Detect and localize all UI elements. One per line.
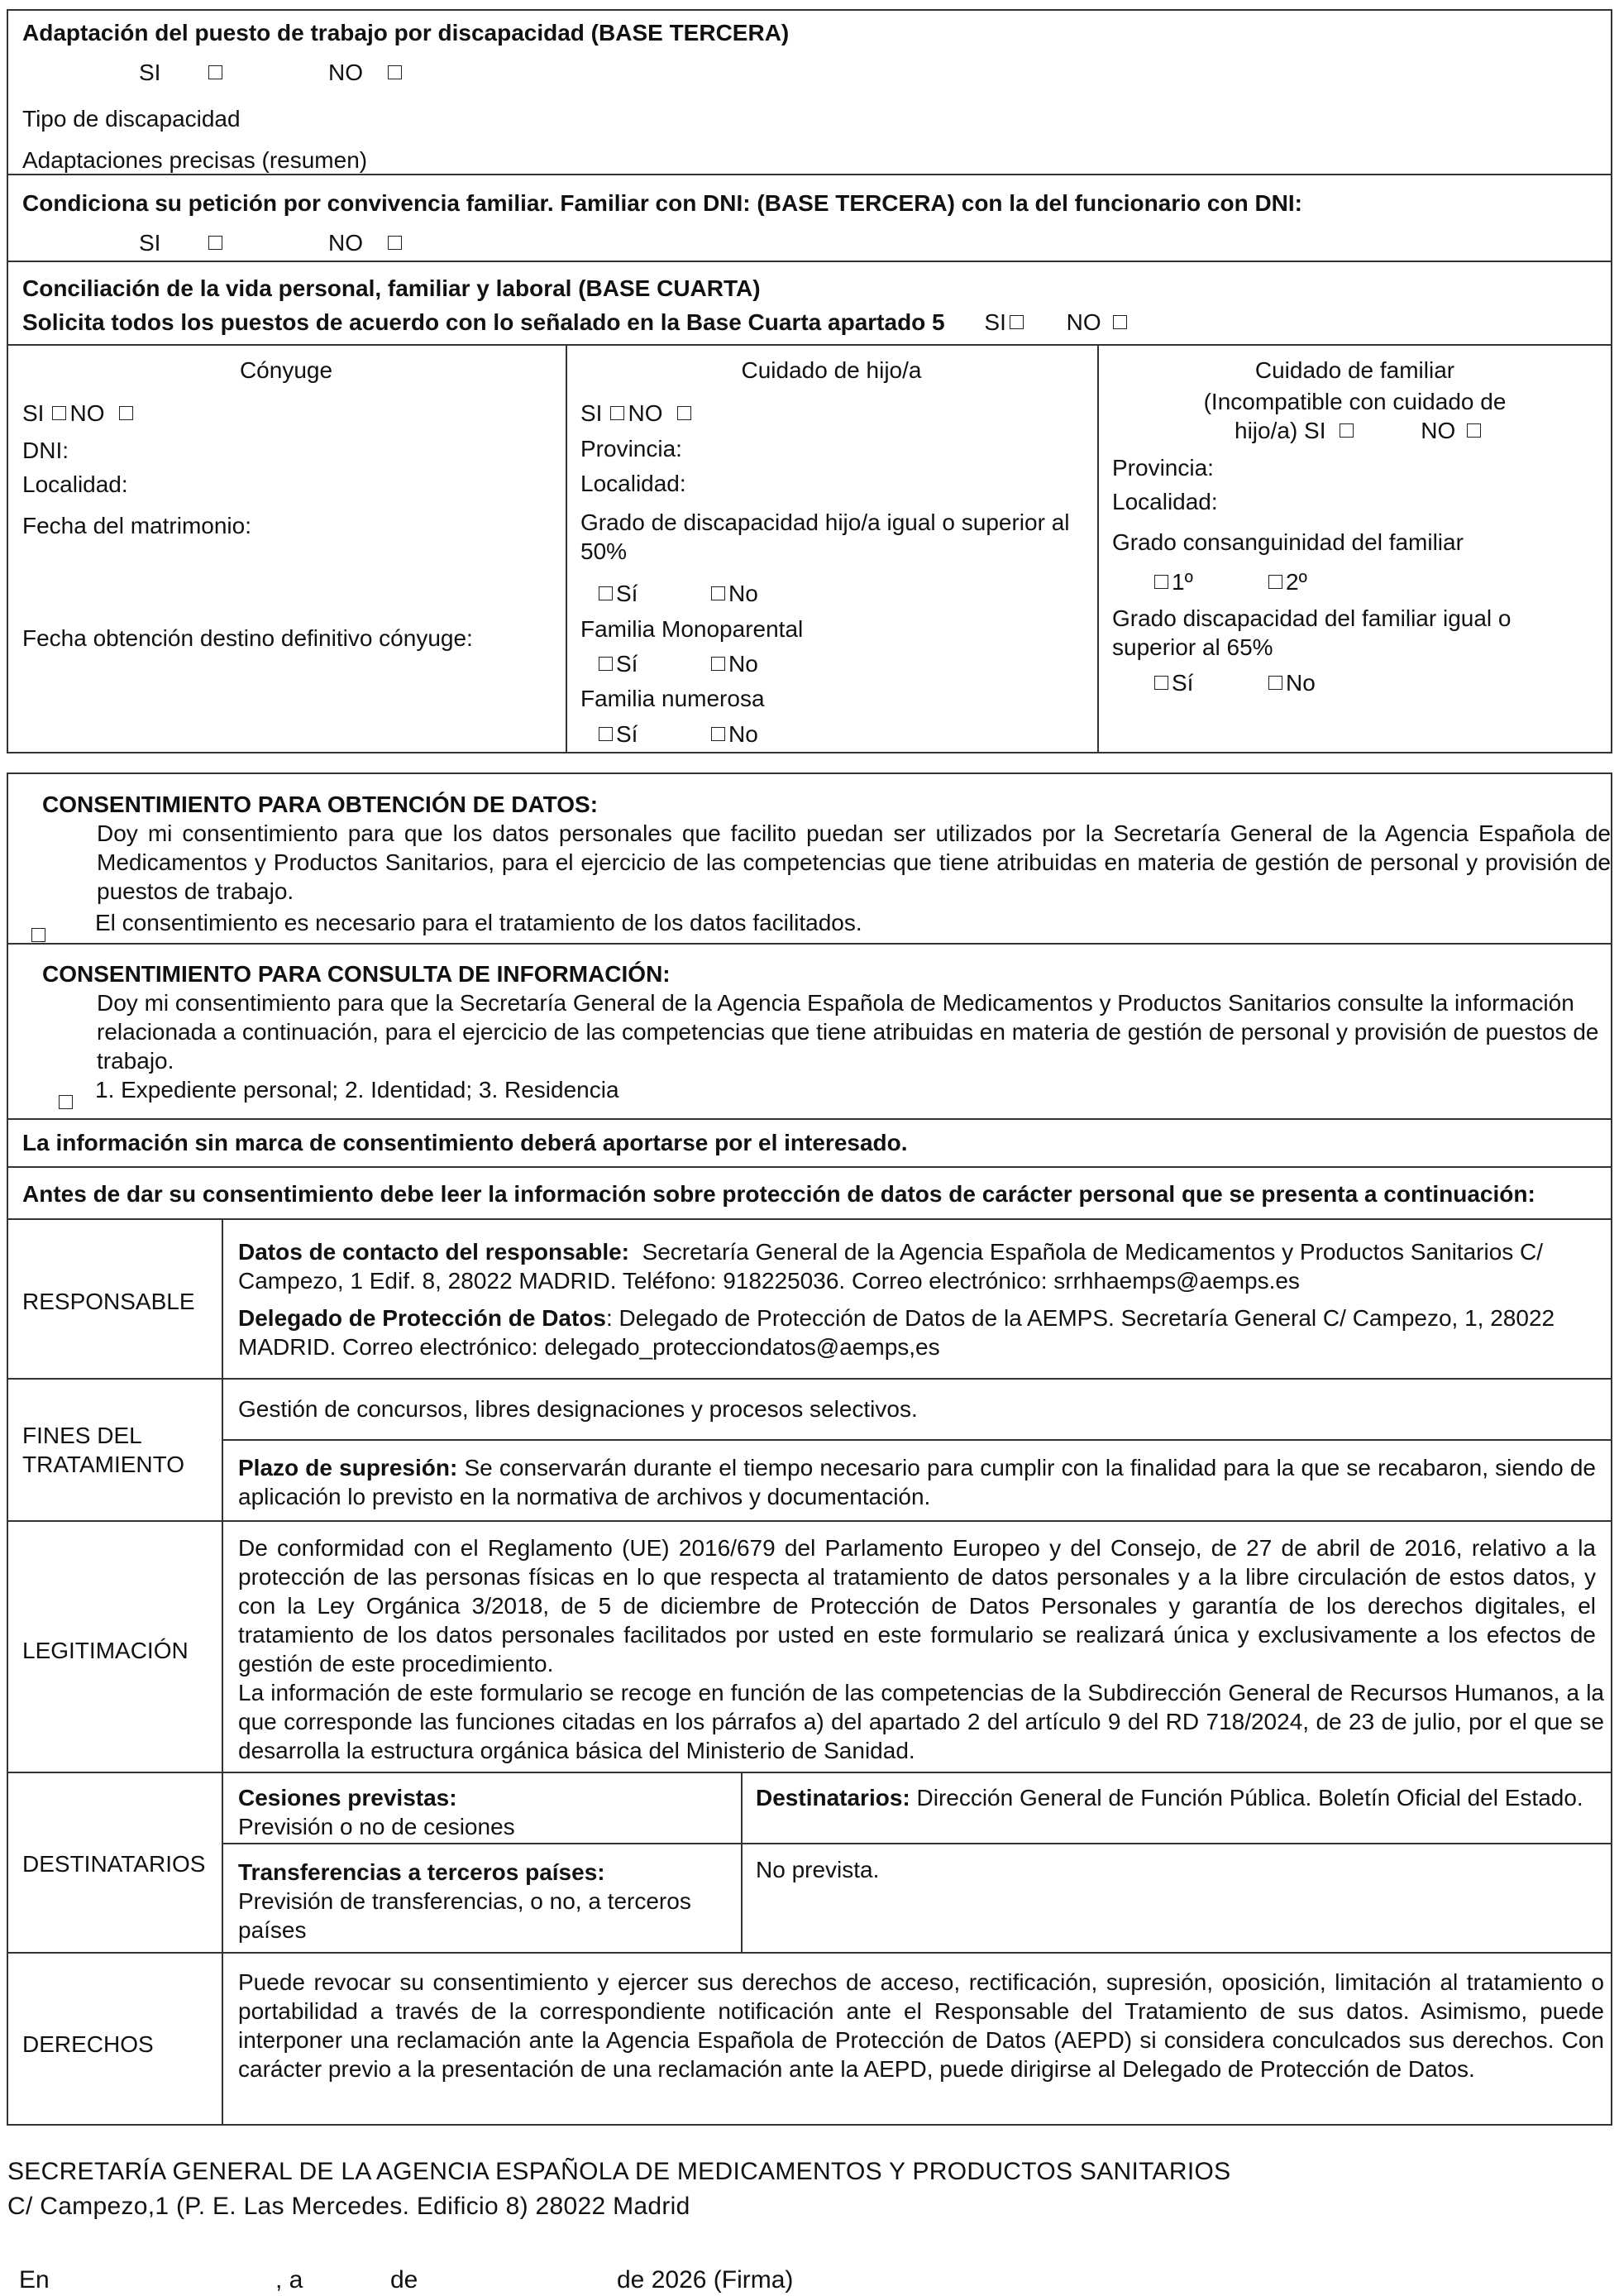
hijo-numerosa-si-label: Sí bbox=[616, 721, 638, 747]
footer-org: SECRETARÍA GENERAL DE LA AGENCIA ESPAÑOLA DE MEDICAMENTOS Y PRODUCTOS SANITARIOS bbox=[7, 2158, 1231, 2185]
contacto-text: Secretaría General de la Agencia Española de Medicamentos y Productos Sanitarios C/ Campezo, 1 Edif. 8, 28022 MADRID. Teléfono: 918225036. Correo electrónico: srrhhaemps@aemps.es bbox=[238, 1239, 1544, 1294]
delegado-text: : Delegado de Protección de Datos de la AEMPS. Secretaría General C/ Campezo, 1, 28022 MADRID. Correo electrónico: delegado_protecciondatos@aemps,es bbox=[238, 1305, 1555, 1360]
hijo-grado-label: Grado de discapacidad hijo/a igual o superior al 50% bbox=[580, 509, 1070, 564]
familiar-si-checkbox[interactable] bbox=[1340, 423, 1354, 438]
hijo-numerosa-si-checkbox[interactable] bbox=[599, 727, 613, 741]
adaptacion-no-checkbox[interactable] bbox=[388, 65, 402, 79]
conyuge-fecha-matrimonio-label: Fecha del matrimonio: bbox=[22, 513, 252, 538]
footer-de: de bbox=[390, 2266, 418, 2294]
familiar-disc-si-checkbox[interactable] bbox=[1154, 676, 1168, 690]
hijo-monoparental-si-checkbox[interactable] bbox=[599, 657, 613, 671]
conyuge-no-label: NO bbox=[69, 400, 105, 426]
derechos-label: DERECHOS bbox=[22, 2031, 154, 2057]
familiar-disc-no-checkbox[interactable] bbox=[1268, 676, 1282, 690]
conciliacion-solicita: Solicita todos los puestos de acuerdo con lo señalado en la Base Cuarta apartado 5 bbox=[22, 309, 945, 335]
transferencias-label: Transferencias a terceros países: bbox=[238, 1859, 605, 1885]
conyuge-dni-label: DNI: bbox=[22, 438, 69, 463]
footer-en: En bbox=[19, 2266, 50, 2294]
hijo-monoparental-label: Familia Monoparental bbox=[580, 616, 804, 642]
consent2-checkbox[interactable] bbox=[59, 1095, 73, 1109]
conyuge-fecha-destino-label: Fecha obtención destino definitivo cónyuge: bbox=[22, 625, 473, 651]
responsable-label: RESPONSABLE bbox=[22, 1289, 195, 1314]
condiciona-si-checkbox[interactable] bbox=[208, 236, 222, 250]
transferencias-text: Previsión de transferencias, o no, a terceros países bbox=[238, 1888, 691, 1943]
conciliacion-si-checkbox[interactable] bbox=[1010, 315, 1024, 329]
conyuge-si-checkbox[interactable] bbox=[52, 406, 66, 420]
no-prevista-text: No prevista. bbox=[756, 1857, 880, 1882]
consent1-title: CONSENTIMIENTO PARA OBTENCIÓN DE DATOS: bbox=[42, 792, 599, 817]
derechos-text: Puede revocar su consentimiento y ejercer sus derechos de acceso, rectificación, supresión, oposición, limitación al tratamiento o portabilidad a través de la correspondiente notificación ante el Responsable del Tratamiento de sus datos. Asimismo, puede interponer una reclamación ante la Agencia Española de Protección de Datos (AEPD) si considera conculcados sus derechos. Con carácter previo a la presentación de una reclamación ante la AEPD, puede dirigirse al Delegado de Protección de Datos. bbox=[238, 1969, 1604, 2082]
conyuge-si-label: SI bbox=[22, 400, 45, 426]
consent2-text: Doy mi consentimiento para que la Secretaría General de la Agencia Española de Medicamentos y Productos Sanitarios consulte la información relacionada a continuación, para el ejercicio de las competencias que tiene atribuidas en materia de gestión de personal y provisión de puestos de trabajo. bbox=[97, 990, 1599, 1074]
familiar-provincia-label: Provincia: bbox=[1112, 455, 1214, 481]
consent1-check-text: El consentimiento es necesario para el tratamiento de los datos facilitados. bbox=[95, 910, 862, 935]
conyuge-header: Cónyuge bbox=[239, 357, 333, 383]
cesiones-text: Previsión o no de cesiones bbox=[238, 1814, 515, 1839]
delegado-label: Delegado de Protección de Datos bbox=[238, 1305, 606, 1331]
hijo-grado-si-checkbox[interactable] bbox=[599, 586, 613, 600]
condiciona-title: Condiciona su petición por convivencia familiar. Familiar con DNI: (BASE TERCERA) con la del funcionario con DNI: bbox=[22, 190, 1302, 216]
adaptaciones-label: Adaptaciones precisas (resumen) bbox=[22, 147, 368, 173]
hijo-monoparental-no-label: No bbox=[728, 651, 758, 677]
condiciona-no-checkbox[interactable] bbox=[388, 236, 402, 250]
hijo-numerosa-label: Familia numerosa bbox=[580, 686, 765, 711]
conyuge-no-checkbox[interactable] bbox=[119, 406, 133, 420]
contacto-label: Datos de contacto del responsable: bbox=[238, 1239, 629, 1265]
conciliacion-no-checkbox[interactable] bbox=[1113, 315, 1127, 329]
consent1-checkbox[interactable] bbox=[31, 928, 45, 942]
hijo-provincia-label: Provincia: bbox=[580, 436, 682, 462]
conciliacion-no-label: NO bbox=[1066, 309, 1101, 335]
familiar-1-label: 1º bbox=[1172, 569, 1193, 595]
hijo-grado-no-checkbox[interactable] bbox=[711, 586, 725, 600]
adaptacion-si-checkbox[interactable] bbox=[208, 65, 222, 79]
hijo-no-checkbox[interactable] bbox=[677, 406, 691, 420]
adaptacion-si-label: SI bbox=[139, 60, 161, 85]
familiar-2-checkbox[interactable] bbox=[1268, 575, 1282, 589]
antes-text: Antes de dar su consentimiento debe leer la información sobre protección de datos de carácter personal que se presenta a continuación: bbox=[22, 1181, 1535, 1207]
footer-address: C/ Campezo,1 (P. E. Las Mercedes. Edificio 8) 28022 Madrid bbox=[7, 2193, 690, 2220]
conciliacion-si-label: SI bbox=[984, 309, 1006, 335]
hijo-numerosa-no-checkbox[interactable] bbox=[711, 727, 725, 741]
consent2-title: CONSENTIMIENTO PARA CONSULTA DE INFORMACIÓN: bbox=[42, 961, 671, 987]
hijo-grado-no-label: No bbox=[728, 581, 758, 606]
legitimacion-p1: De conformidad con el Reglamento (UE) 2016/679 del Parlamento Europeo y del Consejo, de 27 de abril de 2016, relativo a la protección de las personas físicas en lo que respecta al tratamiento de datos personales y a la libre circulación de estos datos, y con la Ley Orgánica 3/2018, de 5 de diciembre de Protección de Datos Personales y garantía de los derechos digitales, el tratamiento de los datos personales facilitados por usted en este formulario se realizará única y exclusivamente a los efectos de gestión de este procedimiento. bbox=[238, 1535, 1596, 1677]
condiciona-si-label: SI bbox=[139, 230, 161, 256]
plazo-label: Plazo de supresión: bbox=[238, 1455, 458, 1480]
conciliacion-title: Conciliación de la vida personal, familiar y laboral (BASE CUARTA) bbox=[22, 275, 761, 301]
hijo-localidad-label: Localidad: bbox=[580, 471, 686, 496]
info-sin-marca: La información sin marca de consentimiento deberá aportarse por el interesado. bbox=[22, 1130, 908, 1155]
hijo-grado-si-label: Sí bbox=[616, 581, 638, 606]
hijo-header: Cuidado de hijo/a bbox=[741, 357, 922, 383]
familiar-si-label: SI bbox=[1304, 418, 1326, 443]
familiar-disc-si-label: Sí bbox=[1172, 670, 1194, 696]
familiar-no-checkbox[interactable] bbox=[1467, 423, 1481, 438]
familiar-discapacidad-label: Grado discapacidad del familiar igual o superior al 65% bbox=[1112, 605, 1512, 660]
footer-a: , a bbox=[275, 2266, 303, 2294]
tipo-discapacidad-label: Tipo de discapacidad bbox=[22, 106, 241, 132]
legitimacion-p2: La información de este formulario se recoge en función de las competencias de la Subdirección General de Recursos Humanos, a la que corresponde las funciones citadas en los párrafos a) del apartado 2 del artículo 9 del RD 718/2024, de 23 de julio, por el que se desarrolla la estructura orgánica básica del Ministerio de Sanidad. bbox=[238, 1680, 1604, 1763]
destinatarios-sub-label: Destinatarios: bbox=[756, 1785, 910, 1810]
plazo-text: Se conservarán durante el tiempo necesario para cumplir con la finalidad para la que se recabaron, siendo de aplicación lo previsto en la normativa de archivos y documentación. bbox=[238, 1455, 1597, 1509]
familiar-no-label: NO bbox=[1421, 418, 1456, 443]
fines-gestion: Gestión de concursos, libres designaciones y procesos selectivos. bbox=[238, 1396, 918, 1422]
consent2-check-text: 1. Expediente personal; 2. Identidad; 3. Residencia bbox=[95, 1077, 619, 1103]
adaptacion-no-label: NO bbox=[328, 60, 363, 85]
familiar-consanguinidad-label: Grado consanguinidad del familiar bbox=[1112, 529, 1464, 555]
hijo-si-label: SI bbox=[580, 400, 603, 426]
familiar-disc-no-label: No bbox=[1286, 670, 1316, 696]
hijo-monoparental-no-checkbox[interactable] bbox=[711, 657, 725, 671]
familiar-2-label: 2º bbox=[1286, 569, 1307, 595]
hijo-monoparental-si-label: Sí bbox=[616, 651, 638, 677]
hijo-si-checkbox[interactable] bbox=[610, 406, 624, 420]
destinatarios-label: DESTINATARIOS bbox=[22, 1851, 206, 1877]
hijo-no-label: NO bbox=[628, 400, 663, 426]
footer-de-year: de 2026 (Firma) bbox=[617, 2266, 794, 2294]
hijo-numerosa-no-label: No bbox=[728, 721, 758, 747]
legitimacion-label: LEGITIMACIÓN bbox=[22, 1638, 189, 1663]
familiar-hijoa: hijo/a) bbox=[1235, 418, 1298, 443]
cesiones-label: Cesiones previstas: bbox=[238, 1785, 457, 1810]
familiar-1-checkbox[interactable] bbox=[1154, 575, 1168, 589]
familiar-localidad-label: Localidad: bbox=[1112, 489, 1218, 514]
conyuge-localidad-label: Localidad: bbox=[22, 471, 128, 497]
familiar-header: Cuidado de familiar bbox=[1254, 357, 1455, 383]
adaptacion-title: Adaptación del puesto de trabajo por discapacidad (BASE TERCERA) bbox=[22, 20, 790, 45]
destinatarios-text: Dirección General de Función Pública. Boletín Oficial del Estado. bbox=[916, 1785, 1583, 1810]
fines-label: FINES DEL TRATAMIENTO bbox=[22, 1423, 184, 1477]
familiar-incompatible: (Incompatible con cuidado de bbox=[1203, 389, 1507, 414]
consent1-text: Doy mi consentimiento para que los datos personales que facilito puedan ser utilizados por la Secretaría General de la Agencia Española de Medicamentos y Productos Sanitarios, para el ejercicio de las competencias que tiene atribuidas en materia de gestión de personal y provisión de puestos de trabajo. bbox=[97, 820, 1611, 904]
condiciona-no-label: NO bbox=[328, 230, 363, 256]
